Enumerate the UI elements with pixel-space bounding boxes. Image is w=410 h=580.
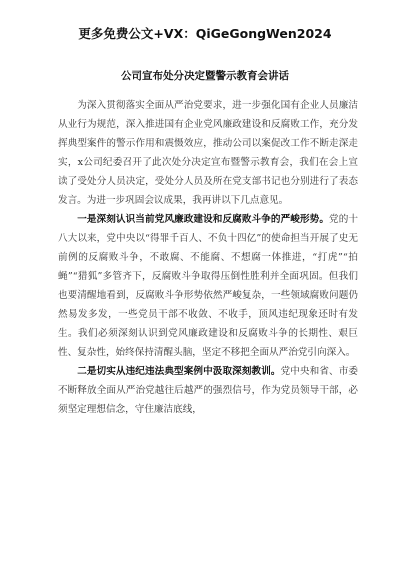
paragraph-text: 党中央和省、市委不断释放全面从严治党越往后越严的强烈信号，作为党员领导干部，必须坚定理想信念，守住廉洁底线，: [58, 366, 359, 415]
paragraph-point-two: [58, 362, 358, 419]
document-title: 公司宣布处分决定暨警示教育会讲话: [121, 70, 289, 82]
paragraph-point-one: [58, 210, 358, 362]
paragraph-text: 为深入贯彻落实全面从严治党要求，进一步强化国有企业人员廉洁从业行为规范，深入推进国有企业党风廉政建设和反腐败工作，充分发挥典型案件的警示作用和震慑效应，推动公司以案促改工作不断走深走实，x公司纪委召开了此次处分决定宣布暨警示教育会，我们在会上宣读了受处分人员决定，受处分人员及所在党支部书记也分别进行了表态发言。为进一步巩固会议成果，我再讲以下几点意见。: [58, 100, 358, 206]
paragraph-heading: 一是深刻认识当前党风廉政建设和反腐败斗争的严峻形势。: [77, 214, 330, 225]
document-body: [58, 96, 358, 419]
paragraph-intro: [58, 96, 358, 210]
paragraph-text: 党的十八大以来，党中央以“得罪千百人、不负十四亿”的使命担当开展了史无前例的反腐败斗争，不敢腐、不能腐、不想腐一体推进，“打虎”“拍蝇”“猎狐”多管齐下，反腐败斗争取得压倒性胜利并全面巩固。但我们也要清醒地看到，反腐败斗争形势依然严峻复杂，一些领域腐败问题仍然易发多发，一些党员干部不收敛、不收手，顶风违纪现象还时有发生。我们必须深刻认识到党风廉政建设和反腐败斗争的长期性、艰巨性、复杂性，始终保持清醒头脑，坚定不移把全面从严治党引向深入。: [58, 214, 359, 358]
watermark-header: 更多免费公文+VX：QiGeGongWen2024: [78, 26, 332, 41]
paragraph-heading: 二是切实从违纪违法典型案例中汲取深刻教训。: [77, 366, 281, 377]
